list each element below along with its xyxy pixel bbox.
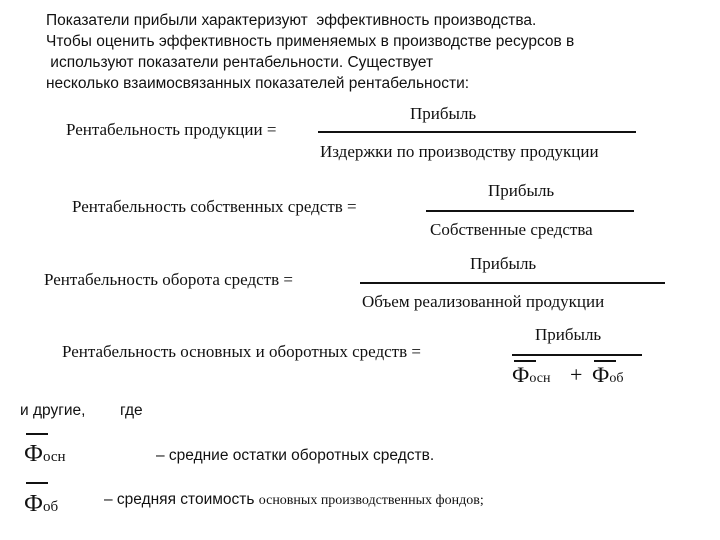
definition-ob xyxy=(104,491,484,509)
formula-denominator: Издержки по производству продукции xyxy=(320,142,599,161)
subscript-osn: осн xyxy=(529,371,551,386)
phi-symbol: Фоб xyxy=(592,362,624,387)
and-others-text: и другие, xyxy=(20,402,86,419)
formula-label: Рентабельность основных и оборотных средств = xyxy=(62,342,421,361)
subscript-ob: об xyxy=(609,371,624,386)
plus-sign: + xyxy=(570,362,583,387)
formula-label: Рентабельность собственных средств = xyxy=(72,197,357,216)
formula-label: Рентабельность продукции = xyxy=(66,120,277,139)
formula-label: Рентабельность оборота средств = xyxy=(44,270,293,289)
definition-osn: – средние остатки оборотных средств. xyxy=(156,447,435,464)
intro-line: Чтобы оценить эффективность применяемых в производстве ресурсов в xyxy=(46,33,575,50)
intro-paragraph xyxy=(46,10,574,94)
formula-numerator: Прибыль xyxy=(535,325,602,344)
fraction-bar xyxy=(426,210,634,212)
formula-numerator: Прибыль xyxy=(410,104,477,123)
subscript-osn: осн xyxy=(42,449,66,465)
definition-ob-part1: – средняя стоимость xyxy=(104,491,259,508)
phi-symbol: Фосн xyxy=(512,362,551,387)
where-text: где xyxy=(120,402,143,419)
fraction-bar xyxy=(360,282,665,284)
intro-line: несколько взаимосвязанных показателей рентабельности: xyxy=(46,75,470,92)
subscript-ob: об xyxy=(42,499,59,515)
formula-numerator: Прибыль xyxy=(488,181,555,200)
intro-line: используют показатели рентабельности. Существует xyxy=(46,54,434,71)
overline-mark xyxy=(26,433,48,435)
phi-symbol: Фосн xyxy=(24,441,66,467)
phi-symbol: Фоб xyxy=(24,491,59,517)
formula-denominator: Собственные средства xyxy=(430,220,593,239)
formula-denominator: Объем реализованной продукции xyxy=(362,292,605,311)
fraction-bar xyxy=(318,131,636,133)
overline-mark xyxy=(26,482,48,484)
intro-line: Показатели прибыли характеризуют эффективность производства. xyxy=(46,12,537,29)
formula-numerator: Прибыль xyxy=(470,254,537,273)
fraction-bar xyxy=(512,354,642,356)
definition-ob-part2: основных производственных фондов; xyxy=(258,493,484,508)
